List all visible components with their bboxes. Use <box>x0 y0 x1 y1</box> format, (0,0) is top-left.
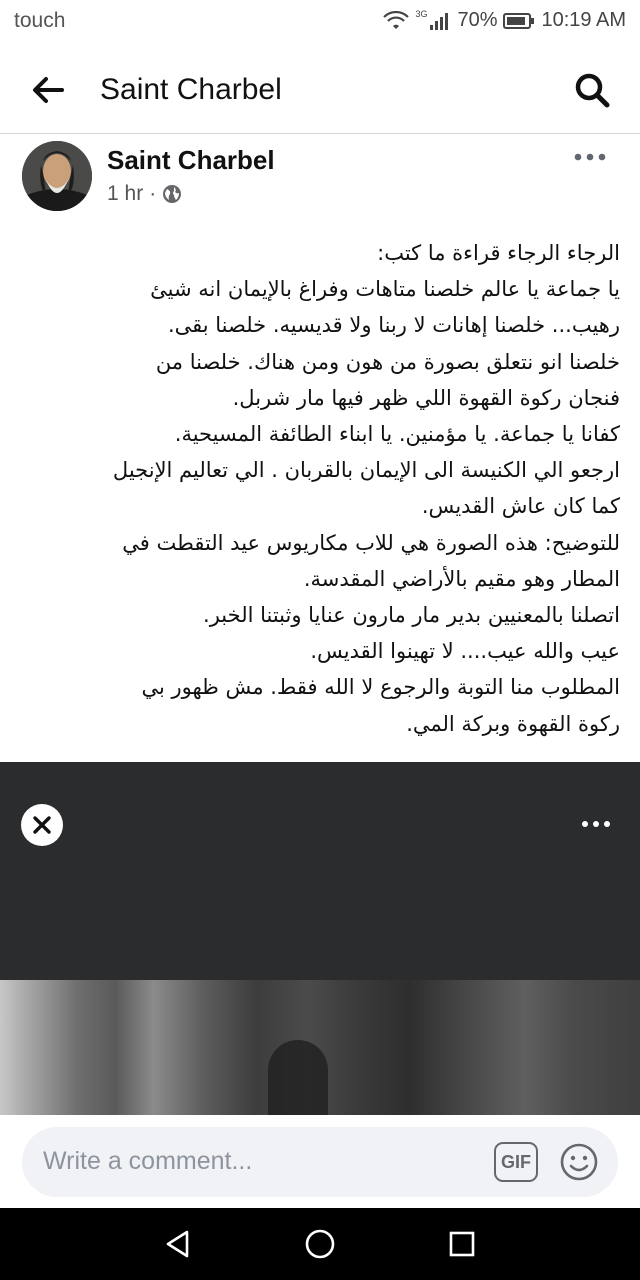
post-line: المطلوب منا التوبة والرجوع لا الله فقط. مش ظهور بي <box>141 675 620 700</box>
post-more-button[interactable] <box>570 145 610 169</box>
battery-percent: 70% <box>457 9 498 31</box>
page-title: Saint Charbel <box>100 73 282 106</box>
more-horizontal-icon <box>581 820 611 828</box>
smiley-icon <box>559 1142 599 1182</box>
video-letterbox <box>0 762 640 980</box>
video-more-button[interactable] <box>578 814 614 834</box>
globe-icon <box>162 184 182 204</box>
comment-bar <box>0 1115 640 1208</box>
status-bar <box>0 0 640 44</box>
post-author[interactable]: Saint Charbel <box>107 145 275 175</box>
post-line: ارجعو الي الكنيسة الى الإيمان بالقربان . الي تعاليم الإنجيل <box>112 458 620 483</box>
nav-back-button[interactable] <box>160 1226 196 1262</box>
comment-input[interactable] <box>22 1127 618 1197</box>
post-line: كفانا يا جماعة. يا مؤمنين. يا ابناء الطائفة المسيحية. <box>174 422 620 447</box>
carrier-label: touch <box>14 9 66 32</box>
back-button[interactable] <box>28 70 68 110</box>
post-line: المطار وهو مقيم بالأراضي المقدسة. <box>303 566 620 591</box>
gif-button[interactable]: GIF <box>494 1142 538 1182</box>
post-line: عيب والله عيب.... لا تهينوا القديس. <box>310 639 620 664</box>
post-meta <box>107 182 182 206</box>
battery-icon <box>503 12 535 30</box>
arrow-left-icon <box>32 76 64 104</box>
post-line: الرجاء الرجاء قراءة ما كتب: <box>377 241 620 265</box>
post-line: للتوضيح: هذه الصورة هي للاب مكاريوس عيد التقطت في <box>122 530 620 555</box>
video-player[interactable] <box>0 762 640 1115</box>
post-line: يا جماعة يا عالم خلصنا متاهات وفراغ بالإيمان انه شيئ <box>150 277 620 302</box>
system-nav-bar <box>0 1208 640 1280</box>
post-line: اتصلنا بالمعنيين بدير مار مارون عنايا وثبتنا الخبر. <box>203 603 620 628</box>
square-recents-icon <box>447 1229 477 1259</box>
post-line: فنجان ركوة القهوة اللي ظهر فيها مار شربل. <box>232 385 620 410</box>
search-icon <box>573 71 611 109</box>
triangle-back-icon <box>163 1229 193 1259</box>
post-time[interactable]: 1 hr <box>107 182 144 205</box>
post-line: كما كان عاش القديس. <box>421 494 620 519</box>
wifi-icon <box>383 11 409 31</box>
post-header <box>0 135 640 225</box>
video-close-button[interactable] <box>21 804 63 846</box>
circle-home-icon <box>304 1228 336 1260</box>
post-line: ركوة القهوة وبركة المي. <box>406 711 620 736</box>
more-horizontal-icon <box>574 153 606 161</box>
nav-home-button[interactable] <box>302 1226 338 1262</box>
profile-photo <box>22 141 92 211</box>
avatar[interactable] <box>22 141 92 211</box>
app-bar <box>0 44 640 134</box>
video-frame[interactable] <box>0 980 640 1115</box>
network-type-label: 3G <box>415 8 428 19</box>
post-line: خلصنا انو نتعلق بصورة من هون ومن هناك. خلصنا من <box>155 349 620 374</box>
nav-recents-button[interactable] <box>444 1226 480 1262</box>
emoji-button[interactable] <box>557 1140 601 1184</box>
post-line: رهيب... خلصنا إهانات لا ربنا ولا قديسيه. خلصنا بقى. <box>167 313 620 338</box>
status-time: 10:19 AM <box>541 9 626 31</box>
post-text <box>20 235 620 742</box>
status-icons <box>383 9 626 32</box>
video-figure <box>268 1040 328 1115</box>
close-icon <box>32 815 52 835</box>
signal-icon <box>429 11 451 31</box>
comment-placeholder: Write a comment... <box>43 1147 253 1175</box>
meta-separator: · <box>149 182 157 205</box>
search-button[interactable] <box>570 68 614 112</box>
